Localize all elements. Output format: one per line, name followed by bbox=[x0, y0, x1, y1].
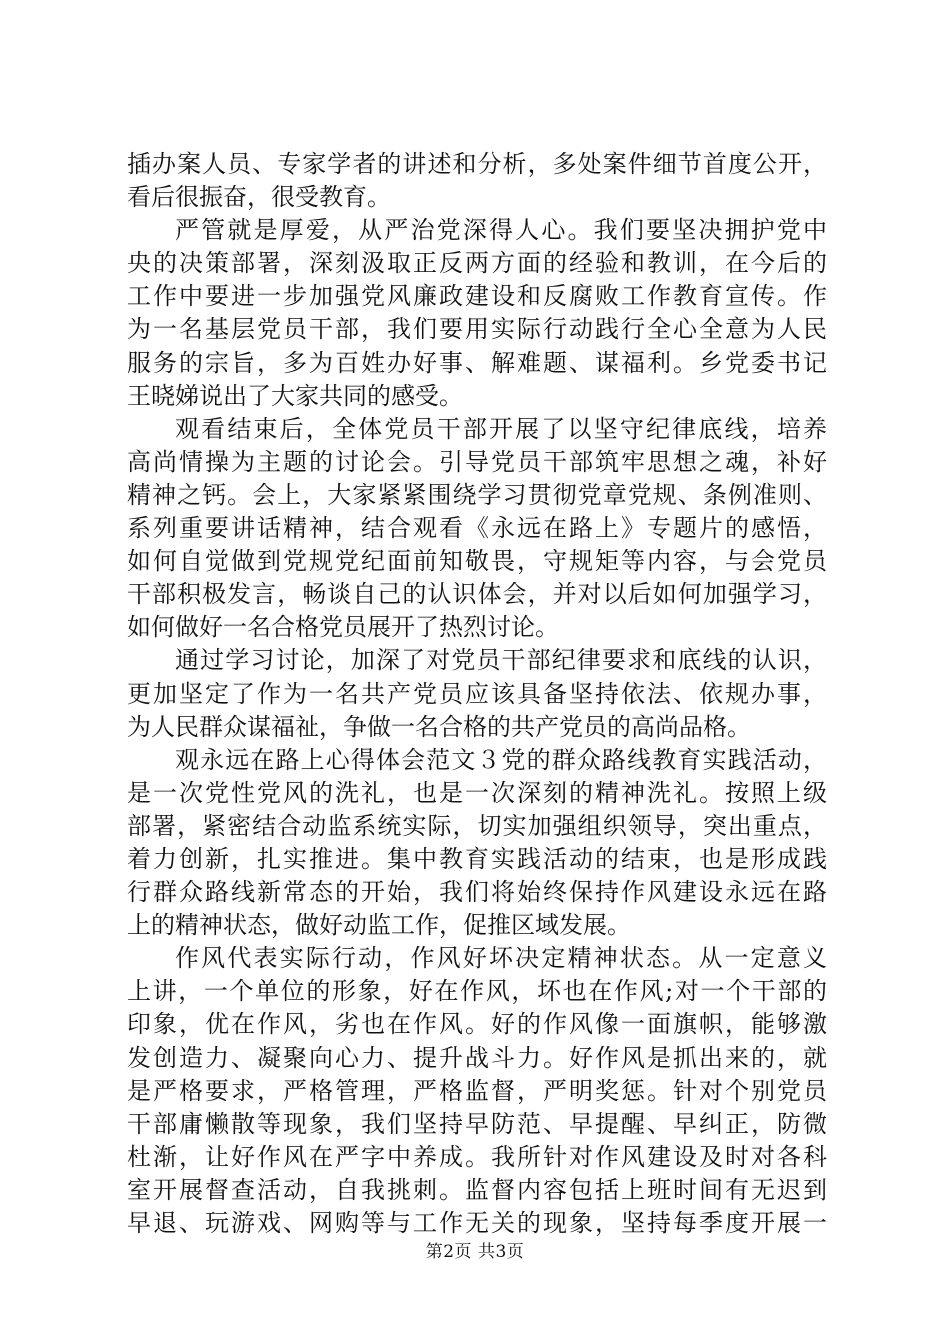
text-line: 服务的宗旨，多为百姓办好事、解难题、谋福利。乡党委书记 bbox=[127, 348, 827, 377]
text-line: 如何做好一名合格党员展开了热烈讨论。 bbox=[127, 613, 559, 642]
text-line: 上讲，一个单位的形象，好在作风，坏也在作风;对一个干部的 bbox=[127, 977, 827, 1006]
text-line: 如何自觉做到党规党纪面前知敬畏，守规矩等内容，与会党员 bbox=[127, 547, 827, 576]
text-line: 观永远在路上心得体会范文３党的群众路线教育实践活动， bbox=[175, 745, 827, 774]
paragraph bbox=[127, 744, 827, 943]
text-line: 系列重要讲话精神，结合观看《永远在路上》专题片的感悟， bbox=[127, 514, 827, 543]
text-line: 王晓娣说出了大家共同的感受。 bbox=[127, 381, 463, 410]
text-line: 干部积极发言，畅谈自己的认识体会，并对以后如何加强学习， bbox=[127, 580, 827, 609]
paragraph bbox=[127, 148, 827, 214]
text-line: 是严格要求，严格管理，严格监督，严明奖惩。针对个别党员 bbox=[127, 1076, 827, 1105]
text-line: 着力创新，扎实推进。集中教育实践活动的结束，也是形成践 bbox=[127, 844, 827, 873]
text-line: 上的精神状态，做好动监工作，促推区域发展。 bbox=[127, 911, 631, 940]
text-line: 作风代表实际行动，作风好坏决定精神状态。从一定意义 bbox=[175, 944, 827, 973]
text-line: 杜渐，让好作风在严字中养成。我所针对作风建设及时对各科 bbox=[127, 1142, 827, 1171]
text-line: 干部庸懒散等现象，我们坚持早防范、早提醒、早纠正，防微 bbox=[127, 1109, 827, 1138]
text-line: 高尚情操为主题的讨论会。引导党员干部筑牢思想之魂，补好 bbox=[127, 447, 827, 476]
text-line: 行群众路线新常态的开始，我们将始终保持作风建设永远在路 bbox=[127, 878, 827, 907]
paragraph bbox=[127, 413, 827, 645]
text-line: 严管就是厚爱，从严治党深得人心。我们要坚决拥护党中 bbox=[175, 216, 827, 245]
text-line: 室开展督查活动，自我挑刺。监督内容包括上班时间有无迟到 bbox=[127, 1175, 827, 1204]
text-line: 精神之钙。会上，大家紧紧围绕学习贯彻党章党规、条例准则、 bbox=[127, 480, 827, 509]
text-line: 观看结束后，全体党员干部开展了以坚守纪律底线，培养 bbox=[175, 414, 827, 443]
paragraph bbox=[127, 214, 827, 413]
paragraph bbox=[127, 942, 827, 1240]
text-line: 是一次党性党风的洗礼，也是一次深刻的精神洗礼。按照上级 bbox=[127, 778, 827, 807]
document-body bbox=[127, 148, 827, 1240]
text-line: 工作中要进一步加强党风廉政建设和反腐败工作教育宣传。作 bbox=[127, 282, 827, 311]
paragraph bbox=[127, 644, 827, 743]
text-line: 印象，优在作风，劣也在作风。好的作风像一面旗帜，能够激 bbox=[127, 1010, 827, 1039]
text-line: 插办案人员、专家学者的讲述和分析，多处案件细节首度公开， bbox=[127, 150, 827, 178]
text-line: 通过学习讨论，加深了对党员干部纪律要求和底线的认识， bbox=[175, 646, 827, 675]
text-line: 更加坚定了作为一名共产党员应该具备坚持依法、依规办事， bbox=[127, 679, 827, 708]
text-line: 为人民群众谋福祉，争做一名合格的共产党员的高尚品格。 bbox=[127, 712, 751, 741]
text-line: 央的决策部署，深刻汲取正反两方面的经验和教训，在今后的 bbox=[127, 249, 827, 278]
text-line: 部署，紧密结合动监系统实际，切实加强组织领导，突出重点， bbox=[127, 811, 827, 840]
text-line: 早退、玩游戏、网购等与工作无关的现象，坚持每季度开展一 bbox=[127, 1209, 827, 1237]
text-line: 发创造力、凝聚向心力、提升战斗力。好作风是抓出来的，就 bbox=[127, 1043, 827, 1072]
page-footer: 第2页 共3页 bbox=[425, 1242, 525, 1262]
text-line: 看后很振奋，很受教育。 bbox=[127, 183, 391, 212]
text-line: 为一名基层党员干部，我们要用实际行动践行全心全意为人民 bbox=[127, 315, 827, 344]
